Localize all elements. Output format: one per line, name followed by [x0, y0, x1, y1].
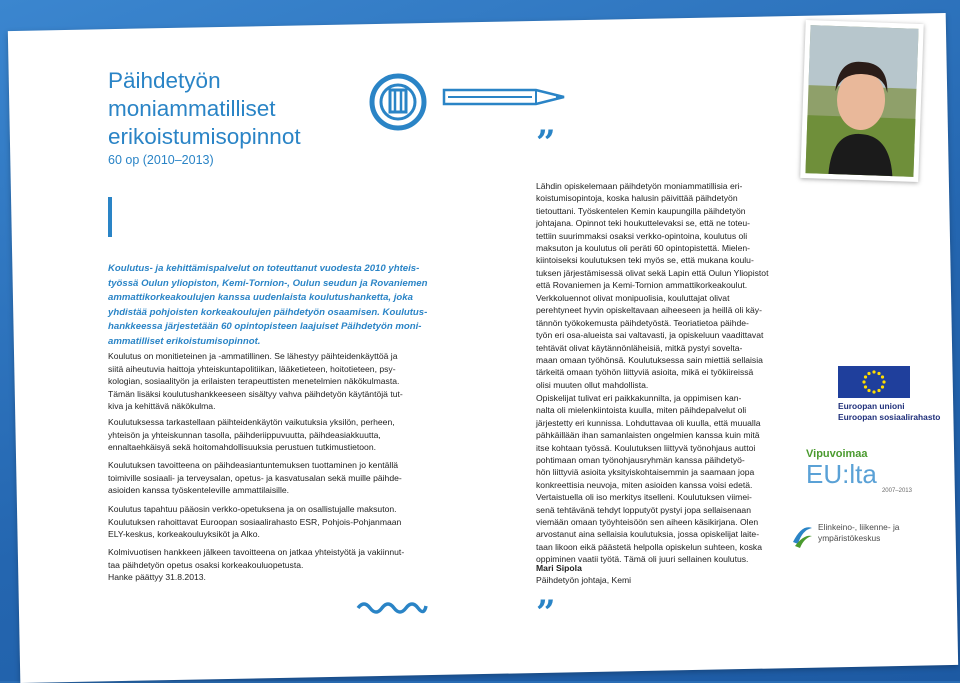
title-line: moniammatilliset [108, 96, 276, 121]
text-line: hön liittyviä asioita yksityiskohtaisemmin ja saamaan jopa [536, 467, 755, 478]
text-line: viemään omaan työyhteisöön sen aiheen käsikirjana. Olen [536, 517, 759, 528]
intro-line: ammatilliset erikoistumisopinnot. [108, 335, 261, 347]
eu-logo-line: Euroopan unioni [838, 401, 905, 411]
quote-mark-open: ” [536, 123, 556, 163]
wave-icon [356, 598, 428, 614]
eu-logo-line: Euroopan sosiaalirahasto [838, 412, 941, 422]
ely-logo-line: Elinkeino-, liikenne- ja [818, 522, 900, 532]
text-line: nalta oli mielenkiintoista kuulla, miten päihdepalvelut oli [536, 405, 747, 416]
text-line: kiintoiseksi koulutuksen teki myös se, että mukana koulu- [536, 255, 754, 266]
vipu-logo-line: 2007–2013 [881, 488, 912, 494]
text-line: senä tehtävänä tehdyt lopputyöt pystyi jopa sellaisenaan [536, 504, 751, 515]
intro-line: ammattikorkeakoulujen kanssa uudenlaista koulutushanketta, joka [108, 292, 413, 304]
ely-swirl-icon [790, 522, 814, 548]
eu-logo-text [838, 401, 940, 423]
text-line: asioiden kanssa työskenteleville ammattilaisille. [108, 485, 290, 496]
signature-name: Mari Sipola [536, 563, 582, 573]
text-line: tännön työkokemusta päihdetyöstä. Teoriatietoa päihde- [536, 317, 749, 328]
intro-line: Koulutus- ja kehittämispalvelut on toteuttanut vuodesta 2010 yhteis- [108, 263, 420, 274]
text-line: maan omaan työhönsä. Koulutuksessa sain miettiä sellaisia [536, 355, 763, 366]
text-line: toimiville sosiaali- ja terveysalan, opetus- ja kasvatusalan sekä muille päihde- [108, 472, 402, 483]
body-paragraph [108, 416, 428, 454]
text-line: perehtyneet hyvin opiskeltavaan aiheeseen ja heillä oli käy- [536, 305, 762, 316]
title-line: erikoistumisopinnot [108, 124, 301, 149]
text-line: Koulutuksessa tarkastellaan päihteidenkäytön vaikutuksia yksilön, perheen, [108, 417, 395, 427]
text-line: työn eri osa-alueista sai valtavasti, ja opiskeluun vaadittavat [536, 330, 764, 341]
text-line: taan likoon eikä päästetä helpolla opiskelun suhteen, koska [536, 541, 762, 552]
vipuvoimaa-logo [806, 448, 912, 494]
text-line: tuksen järjestämisessä olivat sekä Lapin että Oulun Yliopistot [536, 267, 769, 278]
text-line: konkreettisia neuvoja, miten asioiden kanssa voisi edetä. [536, 479, 753, 490]
page-subtitle: 60 op (2010–2013) [108, 153, 214, 167]
body-paragraph [108, 350, 428, 413]
pencil-icon [440, 82, 570, 112]
text-line: tärkeitä omaan työhön liittyviä asioita, mikä ei työkiireissä [536, 367, 754, 378]
quote-mark-close: ” [536, 593, 556, 633]
text-line: Koulutus on monitieteinen ja -ammatillinen. Se lähestyy päihteidenkäyttöä ja [108, 351, 398, 361]
text-line: Lähdin opiskelemaan päihdetyön moniammatillisia eri- [536, 181, 743, 191]
text-line: johtajana. Opinnot teki houkuttelevaksi se, että ne toteu- [536, 218, 751, 229]
signature-role: Päihdetyön johtaja, Kemi [536, 575, 632, 586]
text-line: itse kohtaan työssä. Koulutuksen liittyvä työnohjaus auttoi [536, 442, 756, 453]
eu-stars-icon [838, 366, 910, 398]
vipu-logo-line: Vipuvoimaa [806, 448, 868, 460]
text-line: siitä aiheutuvia haittoja yhteiskuntapolitiikan, lääketieteen, hoitotieteen, psy- [108, 363, 396, 374]
text-line: Koulutuksen rahoittavat Euroopan sosiaalirahasto ESR, Pohjois-Pohjanmaan [108, 516, 402, 527]
ely-logo-text [818, 522, 899, 544]
eu-flag-icon [838, 366, 910, 398]
text-line: ELY-keskus, korkeakouluyksiköt ja Alko. [108, 529, 260, 540]
text-line: kiva ja kehittävä näkökulma. [108, 401, 216, 412]
text-line: kologian, sosiaalityön ja erilaisten terapeuttisten menetelmien näkökulmasta. [108, 376, 400, 387]
signature [536, 562, 776, 587]
text-line: pähkäillään ihan samanlaisten ongelmien kanssa kuin mitä [536, 430, 760, 441]
text-line: pohtimaan oman työnohjausryhmän kanssa päihdetyö- [536, 455, 745, 466]
text-line: Vertaistuella oli iso merkitys itselleni. Koulutuksen viimei- [536, 492, 752, 503]
testimonial-paragraph [536, 180, 776, 292]
text-line: tehtävät olivat käytännönläheisiä, mitkä pystyi sovelta- [536, 342, 743, 353]
page-title [108, 67, 368, 151]
intro-line: työssä Oulun yliopiston, Kemi-Tornion-, Oulun seudun ja Rovaniemen [108, 277, 428, 289]
portrait-image [800, 20, 923, 182]
title-line: Päihdetyön [108, 68, 221, 93]
text-line: Kolmivuotisen hankkeen jälkeen tavoitteena on jatkaa yhteistyötä ja vakiinnut- [108, 547, 405, 557]
accent-bar [108, 197, 112, 237]
text-line: että Rovaniemen ja Kemi-Tornion ammattikorkeakoulut. [536, 280, 748, 291]
text-line: yhteisön ja yhteiskunnan tasolla, päihderiippuvuutta, päihdeasiakkuutta, [108, 429, 381, 440]
text-line: ennaltaehkäisyä sekä hoitomahdollisuuksia perustuen tutkimustietoon. [108, 442, 377, 453]
intro-line: yhdistää pohjoisten korkeakoulujen päihdetyön osaamisen. Koulutus- [108, 306, 428, 318]
intro-line: hankkeessa järjestetään 60 opintopisteen laajuiset Päihdetyön moni- [108, 321, 422, 333]
testimonial-paragraph [536, 392, 776, 566]
text-line: Tämän lisäksi koulutushankkeeseen sisältyy vahva päihdetyön käytäntöjä tut- [108, 388, 403, 399]
text-line: Hanke päättyy 31.8.2013. [108, 572, 206, 583]
text-line: tettiin suurimmaksi osaksi verkko-opintoina, koulutus oli [536, 230, 748, 241]
text-line: oppiminen vaatii työtä. Tämä oli juuri sellainen koulutus. [536, 554, 749, 565]
vipu-logo-line: EU:lta [806, 459, 877, 489]
university-emblem-icon [368, 72, 428, 132]
testimonial-paragraph [536, 292, 776, 391]
body-paragraph [108, 459, 428, 497]
text-line: arvostanut aina sellaisia koulutuksia, jossa opiskelijat laite- [536, 529, 760, 540]
text-line: Koulutuksen tavoitteena on päihdeasiantuntemuksen tuottaminen jo kentällä [108, 460, 399, 470]
text-line: tietouttani. Työskentelen Kemin kaupungilla päihdetyön [536, 205, 746, 216]
text-line: taa päihdetyön opetus osaksi korkeakouluopetusta. [108, 559, 304, 570]
text-line: maksuton ja koulutus oli peräti 60 opintopistettä. Mielen- [536, 243, 751, 254]
body-paragraph [108, 503, 428, 541]
text-line: Opiskelijat tulivat eri paikkakunnilta, ja oppimisen kan- [536, 393, 742, 403]
body-paragraph [108, 546, 428, 584]
text-line: olisi muuten ollut mahdollista. [536, 379, 649, 390]
ely-logo-line: ympäristökeskus [818, 533, 881, 543]
text-line: Verkkoluennot olivat monipuolisia, kouluttajat olivat [536, 293, 730, 303]
intro-paragraph [108, 262, 428, 350]
text-line: järjestetty eri kunnissa. Lohduttavaa oli kuulla, että muualla [536, 417, 761, 428]
text-line: Koulutus tapahtuu pääosin verkko-opetuksena ja on osallistujalle maksuton. [108, 504, 397, 514]
text-line: koistumisopintoja, koska halusin päivittää päihdetyön [536, 193, 738, 204]
portrait-photo [800, 20, 923, 182]
